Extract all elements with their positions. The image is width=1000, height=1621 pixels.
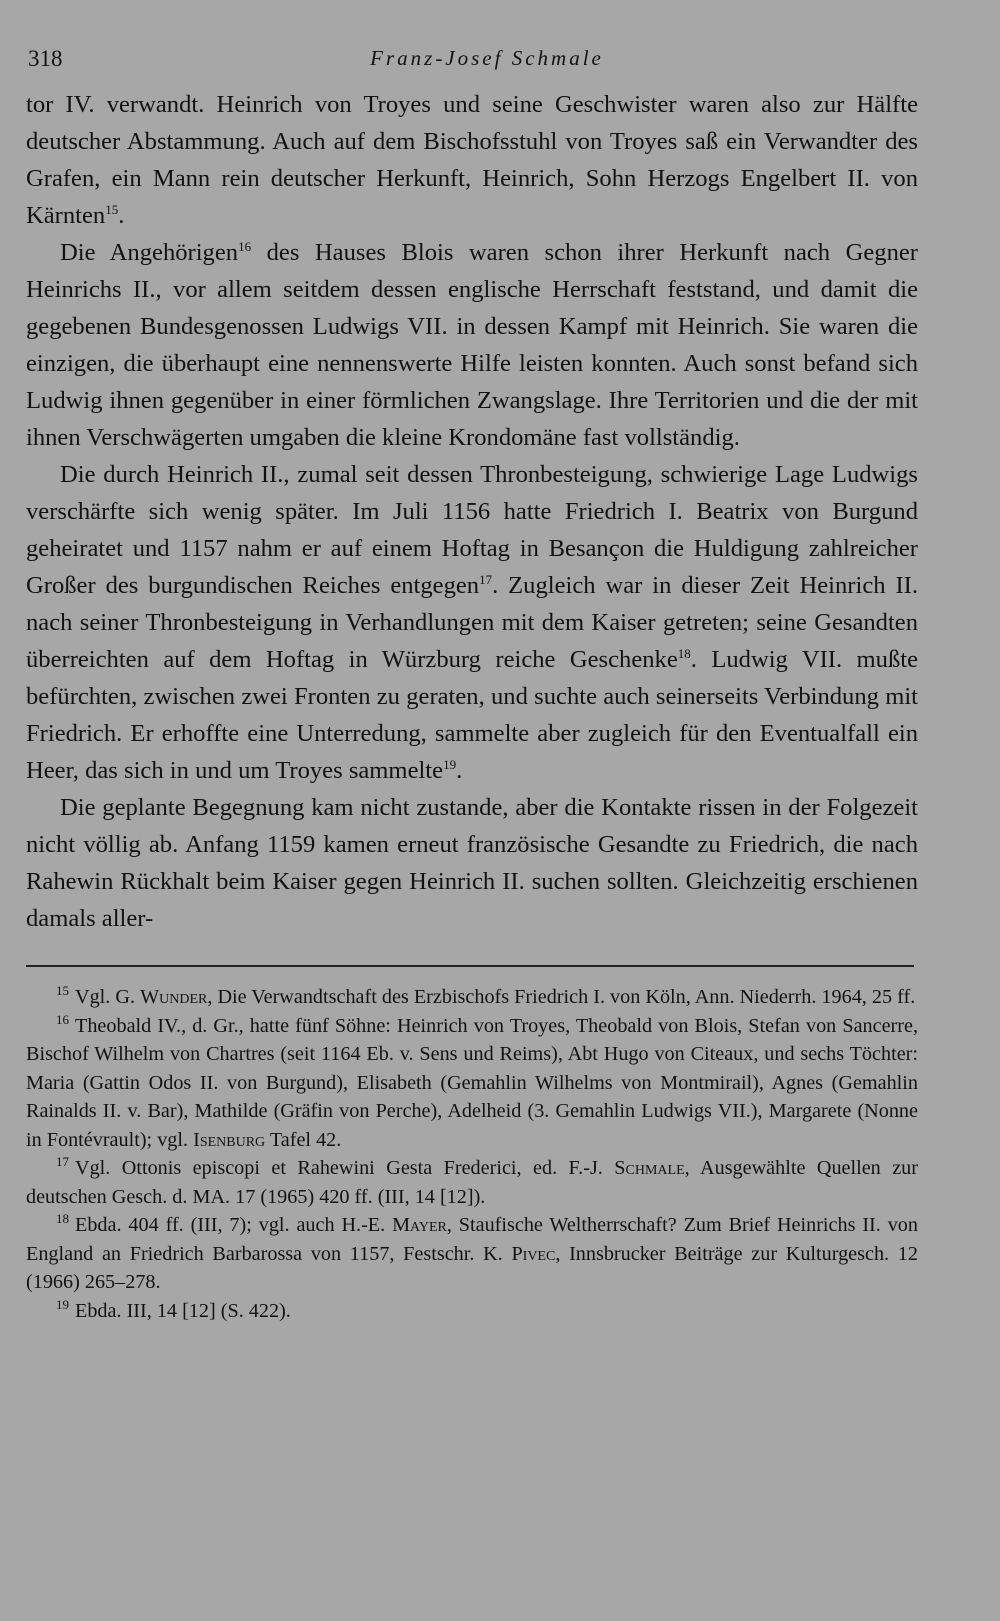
footnote-19: $^{19}$ Ebda. III, 14 [12] (S. 422).: [56, 1296, 291, 1322]
footnote-17: $^{17}$ Vgl. Ottonis episcopi et Rahewini Gesta Frederici, ed. F.-J. Schmale, Ausgewählte Quellen zur deutschen Gesch. d. MA. 17 (1965) 420 ff. (III, 14 [12]).: [26, 1154, 918, 1208]
page-number: 318: [28, 46, 63, 71]
page-header: [26, 46, 918, 86]
paragraph-4: Die geplante Begegnung kam nicht zustande, aber die Kontakte rissen in der Folgezeit nicht völlig ab. Anfang 1159 kamen erneut französische Gesandte zu Friedrich, die nach Rahewin Rückhalt beim Kaiser gegen Heinrich II. suchen sollten. Gleichzeitig erschienen damals aller-: [26, 794, 918, 932]
footnote-divider: [26, 965, 914, 967]
paragraph-3: Die durch Heinrich II., zumal seit dessen Thronbesteigung, schwierige Lage Ludwigs verschärfte sich wenig später. Im Juli 1156 hatte Friedrich I. Beatrix von Burgund geheiratet und 1157 nahm er auf einem Hoftag in Besançon die Huldigung zahlreicher Großer des burgundischen Reiches entgegen$^{17}$. Zugleich war in dieser Zeit Heinrich II. nach seiner Thronbesteigung in Verhandlungen mit dem Kaiser getreten; seine Gesandten überreichten auf dem Hoftag in Würzburg reiche Geschenke$^{18}$. Ludwig VII. mußte befürchten, zwischen zwei Fronten zu geraten, und suchte auch seinerseits Verbindung mit Friedrich. Er erhoffte eine Unterredung, sammelte aber zugleich für den Eventualfall ein Heer, das sich in und um Troyes sammelte$^{19}$.: [26, 461, 918, 784]
footnotes: [26, 983, 918, 1325]
footnote-ref-16[interactable]: 16: [238, 238, 252, 254]
paragraph-1: tor IV. verwandt. Heinrich von Troyes und seine Geschwister waren also zur Hälfte deutscher Abstammung. Auch auf dem Bischofsstuhl von Troyes saß ein Verwandter des Grafen, ein Mann rein deutscher Herkunft, Heinrich, Sohn Herzogs Engelbert II. von Kärnten$^{15}$.: [26, 91, 918, 229]
footnote-ref-17[interactable]: 17: [479, 571, 493, 587]
footnote-18: $^{18}$ Ebda. 404 ff. (III, 7); vgl. auch H.-E. Mayer, Staufische Weltherrschaft? Zum Brief Heinrichs II. von England an Friedrich Barbarossa von 1157, Festschr. K. Pivec, Innsbrucker Beiträge zur Kulturgesch. 12 (1966) 265–278.: [26, 1211, 918, 1293]
footnote-16: $^{16}$ Theobald IV., d. Gr., hatte fünf Söhne: Heinrich von Troyes, Theobald von Blois, Stefan von Sancerre, Bischof Wilhelm von Chartres (seit 1164 Eb. v. Sens und Reims), Abt Hugo von Citeaux, und sechs Töchter: Maria (Gattin Odos II. von Burgund), Elisabeth (Gemahlin Wilhelms von Montmirail), Agnes (Gemahlin Rainalds II. v. Bar), Mathilde (Gräfin von Perche), Adelheid (3. Gemahlin Ludwigs VII.), Margarete (Nonne in Fontévrault); vgl. Isenburg Tafel 42.: [26, 1011, 918, 1151]
paragraph-2: Die Angehörigen$^{16}$ des Hauses Blois waren schon ihrer Herkunft nach Gegner Heinrichs II., vor allem seitdem dessen englische Herrschaft feststand, und damit die gegebenen Bundesgenossen Ludwigs VII. in dessen Kampf mit Heinrich. Sie waren die einzigen, die überhaupt eine nennenswerte Hilfe leisten konnten. Auch sonst befand sich Ludwig ihnen gegenüber in einer förmlichen Zwangslage. Ihre Territorien und die der mit ihnen Verschwägerten umgaben die kleine Krondomäne fast vollständig.: [26, 238, 918, 451]
main-text: [26, 86, 918, 937]
running-title: Franz-Josef Schmale: [370, 46, 604, 70]
footnote-ref-19[interactable]: 19: [443, 756, 457, 772]
footnote-15: $^{15}$ Vgl. G. Wunder, Die Verwandtschaft des Erzbischofs Friedrich I. von Köln, Ann. Niederrh. 1964, 25 ff.: [56, 983, 916, 1008]
footnote-ref-15[interactable]: 15: [105, 201, 119, 217]
footnote-ref-18[interactable]: 18: [677, 645, 691, 661]
